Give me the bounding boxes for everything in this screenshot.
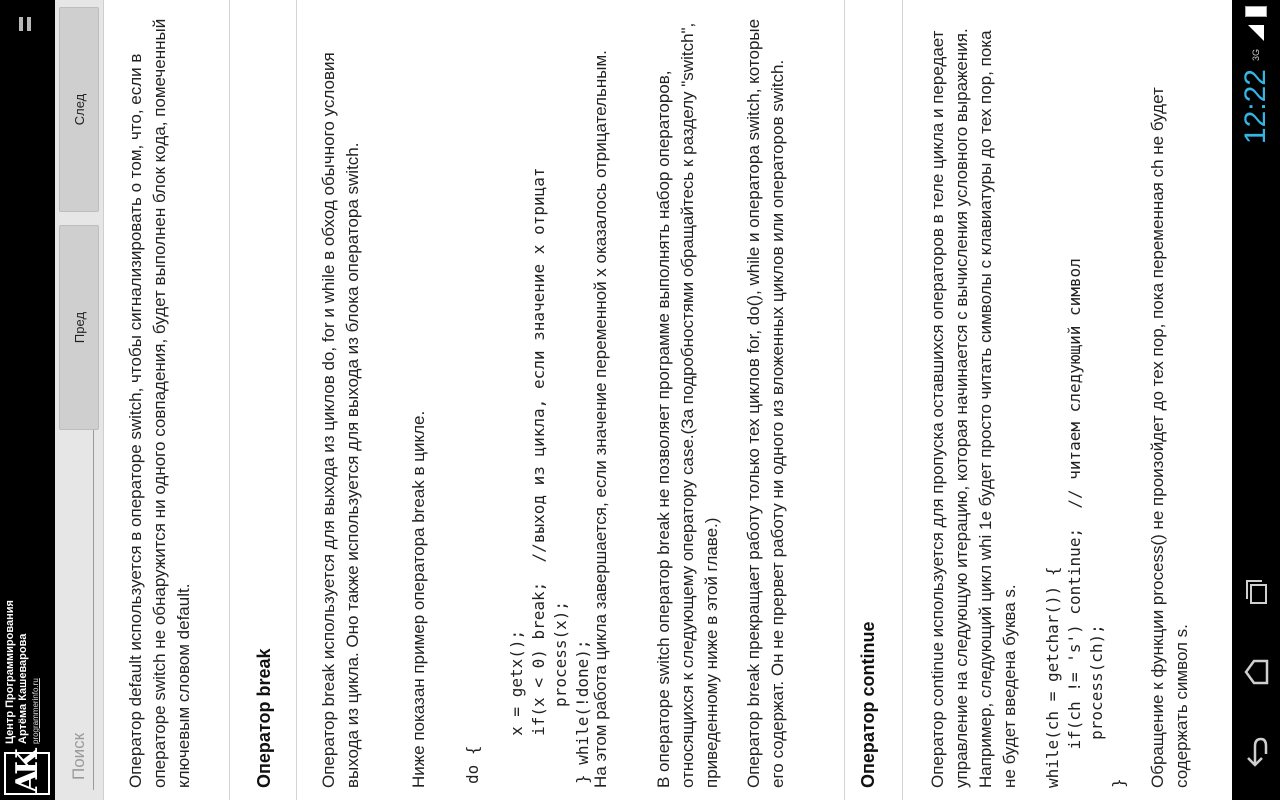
break-intro: Оператор break используется для выхода из циклов do, for и while в обход обычного условия выхода из цикла. Оно также используется для выхода из блока оператора switch.	[319, 52, 362, 788]
divider	[844, 0, 845, 800]
brand-line-1: Центр Программирования	[4, 600, 16, 744]
search-input[interactable]	[64, 430, 94, 790]
recent-apps-icon[interactable]	[1238, 574, 1274, 610]
toolbar	[55, 0, 104, 800]
continue-intro: Оператор continue используется для пропуска оставшихся операторов в теле цикла и передает управление на следующую итерацию, которая начинается с вычисления условного выражения. Например, следующий цикл whi 1e будет просто читать символы с клавиатуры до тех пор, пока не будет введена буква s.	[928, 28, 1019, 788]
status-area	[1236, 6, 1276, 144]
continue-heading: Оператор continue	[858, 621, 878, 788]
network-type: 3G	[1251, 49, 1261, 62]
brand-text	[4, 600, 42, 790]
break-heading: Оператор break	[254, 648, 274, 788]
continue-code-block: while(ch = getchar()) { if(ch != 's') continue; // читаем следующий символ process(ch); }	[1043, 258, 1128, 788]
divider	[229, 0, 230, 800]
prev-button[interactable]: Пред	[59, 225, 99, 430]
divider	[902, 0, 903, 800]
next-button[interactable]: След	[59, 7, 99, 212]
break-example-section	[407, 0, 431, 800]
break-intro-section	[317, 0, 365, 800]
logo-icon: АК	[4, 752, 50, 795]
break-switch-note: В операторе switch оператор break не позволяет программе выполнять набор операторов, относящихся к следующему оператору case.(За подробностями обращайтесь к разделу "switch", приведенному ниже в этой главе.)	[654, 22, 721, 788]
signal-icon	[1248, 25, 1264, 41]
overflow-menu-icon[interactable]	[16, 13, 38, 35]
brand-line-2: Артёма Кашеварова	[17, 633, 29, 744]
divider	[296, 0, 297, 800]
break-result-section	[589, 0, 613, 800]
app-header	[0, 0, 55, 800]
break-code-section	[462, 0, 594, 800]
continue-intro-section	[926, 0, 1022, 800]
battery-icon	[1245, 6, 1267, 17]
home-icon[interactable]	[1238, 654, 1274, 690]
continue-heading-section	[856, 0, 880, 800]
break-switch-section	[652, 0, 724, 800]
back-icon[interactable]	[1238, 734, 1274, 770]
article-content	[104, 0, 1250, 800]
continue-code-section	[1042, 0, 1130, 800]
default-section	[124, 0, 196, 800]
default-paragraph: Оператор default используется в операторе switch, чтобы сигнализировать о том, что, если в операторе switch не обнаружится ни одного совпадения, будет выполнен блок кода, помеченный ключевым словом default.	[126, 18, 193, 788]
clock: 12:22	[1239, 69, 1272, 145]
continue-result: Обращение к функции process() не произойдет до тех пор, пока переменная ch не будет содержать символ s.	[1148, 87, 1191, 788]
break-code-block: do { x = getx(); if(x < 0) break; //выход из цикла, если значение x отрицат process(x); } while(!done);	[463, 167, 592, 784]
break-result: На этом работа цикла завершается, если значение переменной x оказалось отрицательным.	[591, 50, 610, 788]
brand-url[interactable]: programmerinfo.ru	[31, 678, 40, 744]
break-nested-note: Оператор break прекращает работу только тех циклов for, do(), while и оператора switch, которые его содержат. Он не прервет работу ни одного из вложенных циклов или операторов switch.	[744, 18, 787, 788]
break-nested-section	[742, 0, 790, 800]
break-example-intro: Ниже показан пример оператора break в цикле.	[409, 410, 428, 788]
continue-result-section	[1146, 0, 1194, 800]
system-bar	[1232, 0, 1280, 800]
break-heading-section	[252, 0, 276, 800]
